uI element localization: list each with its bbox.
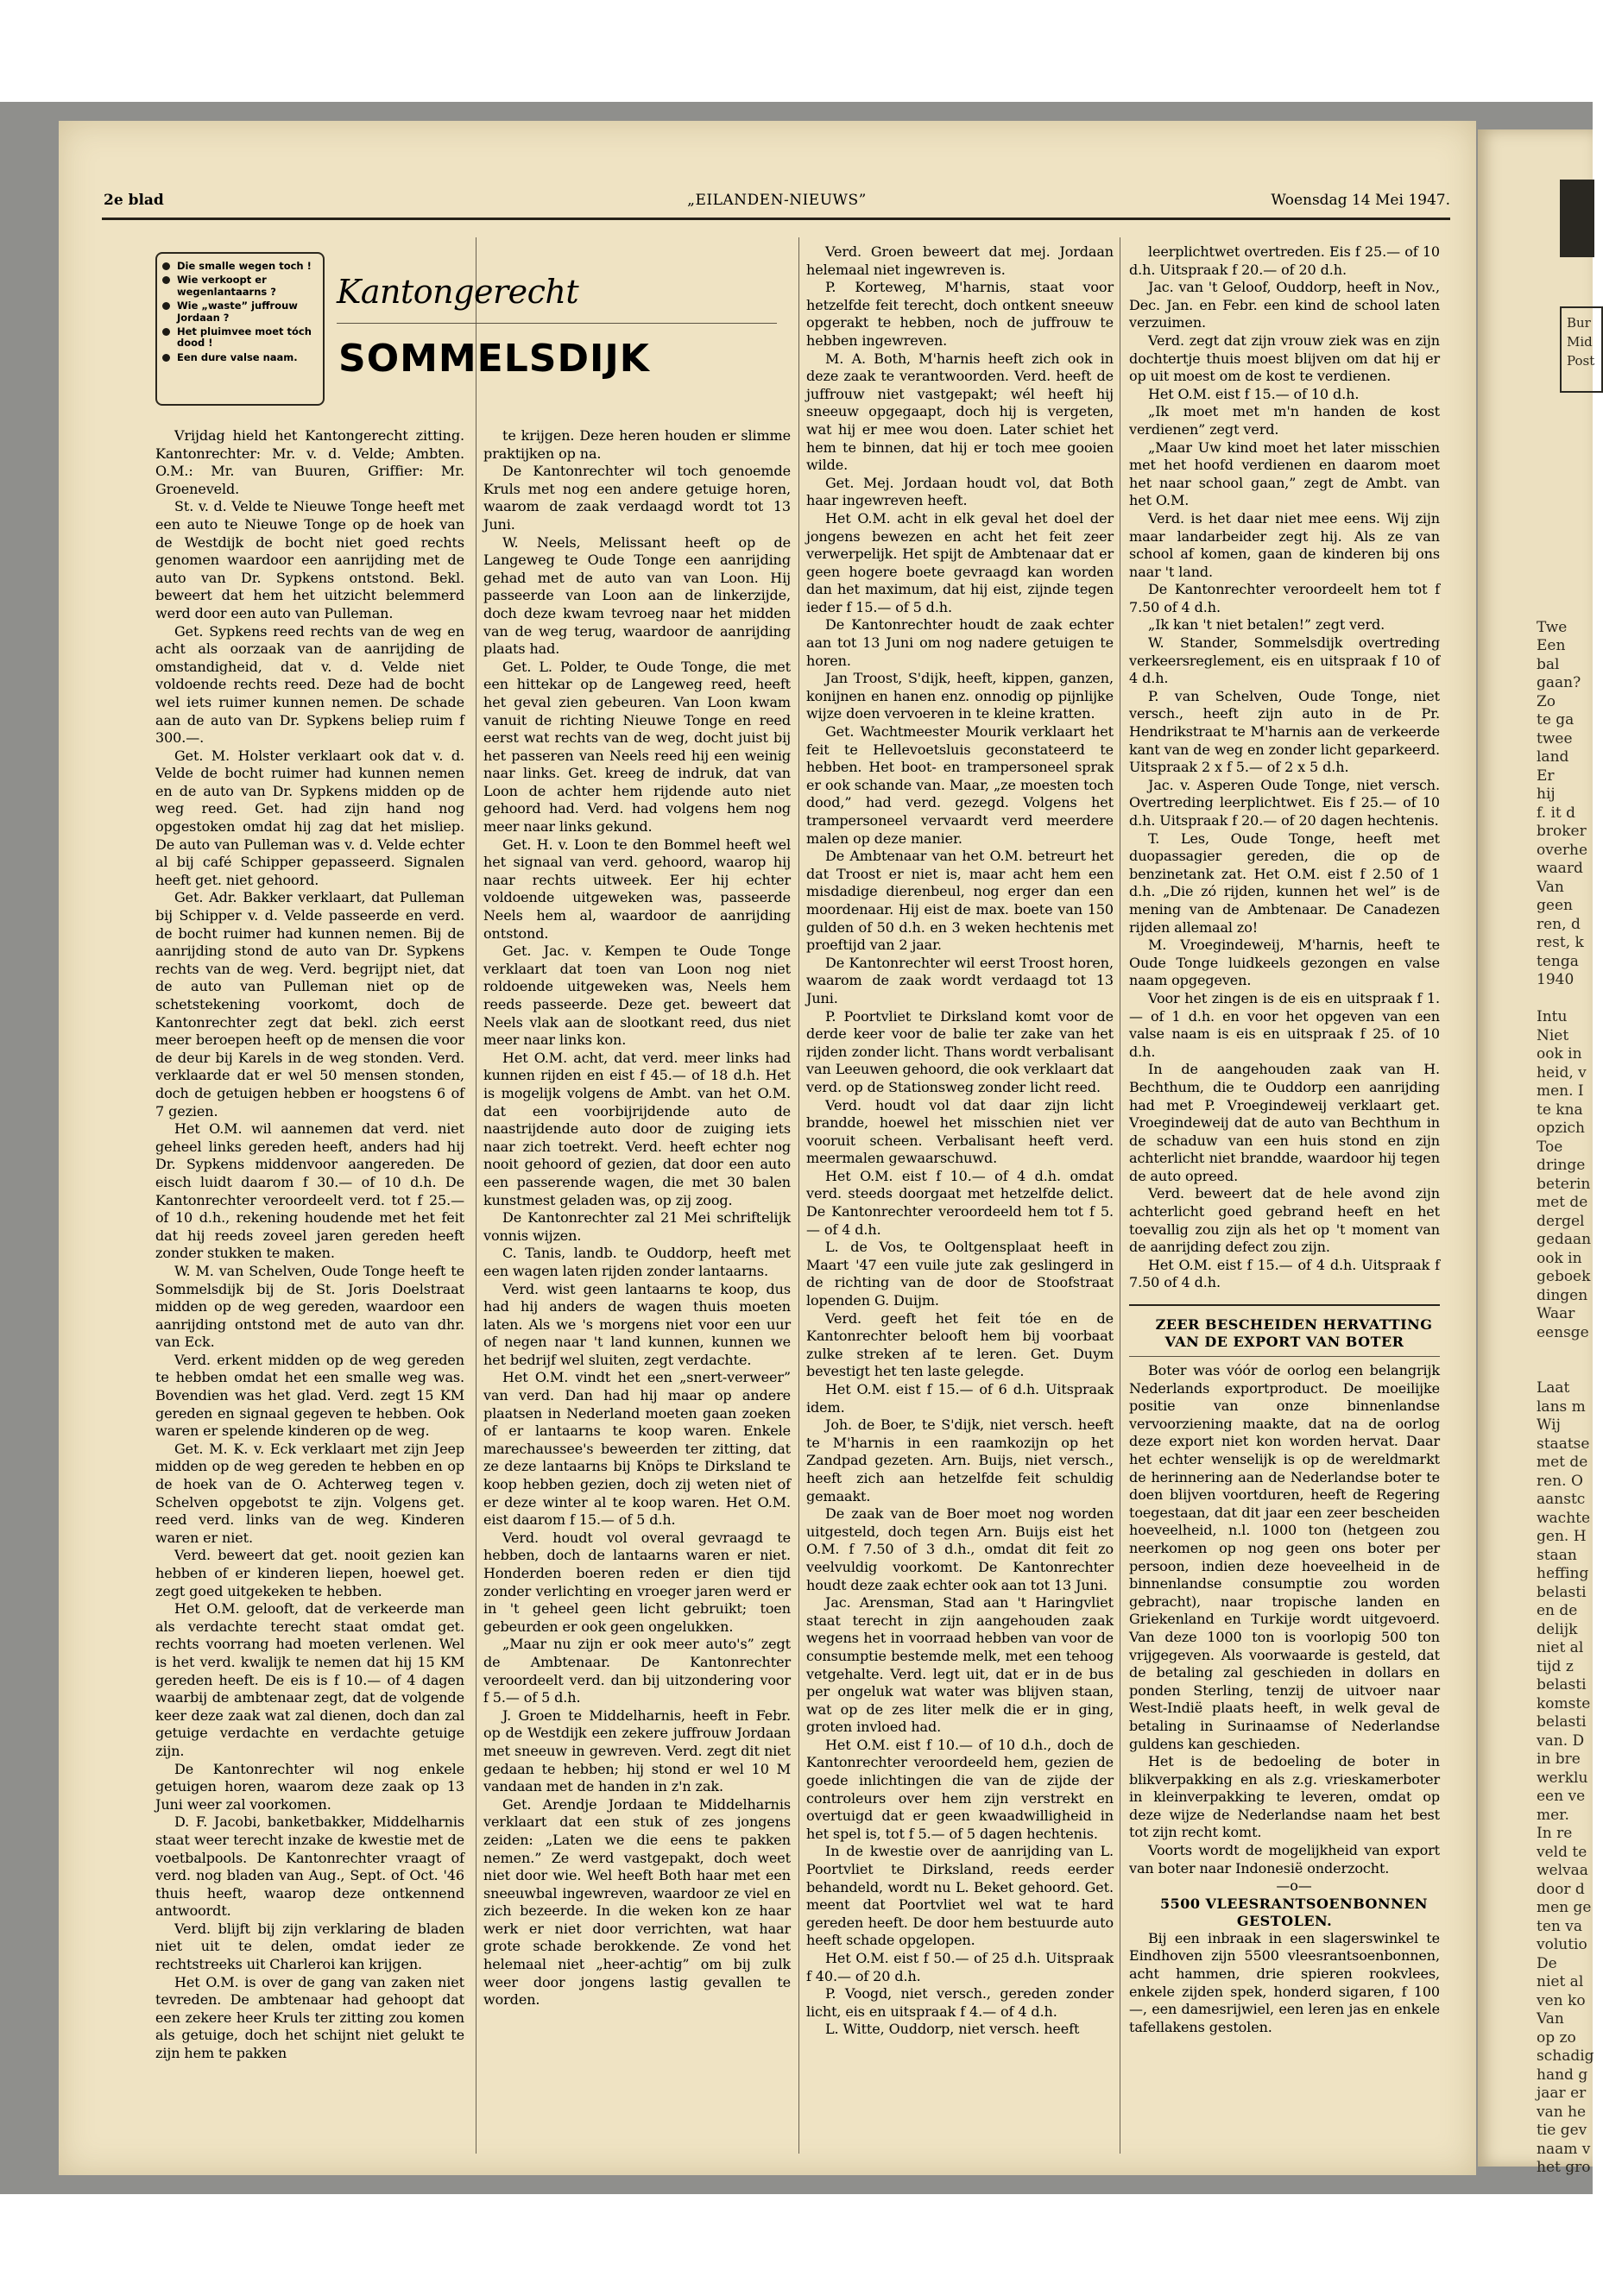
edge-line: beterin [1537, 1175, 1591, 1193]
edge-line: van. D [1537, 1731, 1585, 1750]
paragraph: Get. Adr. Bakker verklaart, dat Pulleman bij Schipper v. d. Velde passeerde en verd. de bocht ruimer had kunnen nemen. Bij de aanrijding stond de auto van Dr. Sypkens rechts van de weg. Verd. begrijpt niet, dat de auto van Pulleman niet op de schetstekening voorkomt, doch de Kantonrechter zegt dat bekl. zich eerst meer beroepen heeft op de mensen die voor de deur bij Karels in de weg stonden. Verd. verklaarde dat er wel 50 mensen stonden, doch de getuigen hebben er hoogstens 6 of 7 gezien. [155, 889, 464, 1120]
paragraph: Het O.M. eist f 15.— of 4 d.h. Uitspraak f 7.50 of 4 d.h. [1129, 1256, 1440, 1291]
bullet-icon [162, 302, 170, 310]
paragraph: Verd. beweert dat de hele avond zijn achterlicht goed gebrand heeft en het toevallig zou zijn als het op 't moment van de aanrijding defect zou zijn. [1129, 1185, 1440, 1256]
edge-line: volutio [1537, 1936, 1587, 1953]
paragraph: te krijgen. Deze heren houden er slimme praktijken op na. [483, 427, 791, 462]
paragraph: Verd. zegt dat zijn vrouw ziek was en zijn dochtertje thuis moest blijven om dat hij er op uit moest om de kost te verdienen. [1129, 331, 1440, 385]
paragraph: Get. Mej. Jordaan houdt vol, dat Both haar ingewreven heeft. [806, 474, 1114, 509]
paragraph: De Kantonrechter wil nog enkele getuigen horen, waarom deze zaak op 13 Juni weer zal voorkomen. [155, 1760, 464, 1813]
edge-line: jaar er [1537, 2085, 1587, 2102]
edge-line: ook in [1537, 1045, 1582, 1063]
paragraph: Verd. erkent midden op de weg gereden te hebben omdat het een smalle weg was. Bovendien was het glad. Verd. zegt 15 KM gereden en signaal gegeven te hebben. Ook waren er spelende kinderen op de weg. [155, 1351, 464, 1440]
edge-line: met de [1537, 1194, 1588, 1211]
edge-line: te ga [1537, 711, 1575, 729]
paragraph: Het O.M. is over de gang van zaken niet tevreden. De ambtenaar had gehoopt dat een zekere heer Kruls ter zitting zou komen als getuige, doch het schijnt niet gelukt te zijn hem te pakken [155, 1973, 464, 2062]
edge-line: welvaa [1537, 1862, 1588, 1879]
edge-line: ren, d [1537, 915, 1581, 933]
headline-rule [1129, 1356, 1440, 1357]
paragraph: Get. H. v. Loon te den Bommel heeft wel het signaal van verd. gehoord, waarop hij naar rechts uitweek. Eer hij echter voldoende uitgeweken was, passeerde Neels hem al, waardoor de aanrijding ontstond. [483, 836, 791, 942]
edge-line: tie gev [1537, 2122, 1587, 2139]
paragraph: Get. Arendje Jordaan te Middelharnis verklaart dat een stuk of zes jongens zeiden: „Laten we die eens te pakken nemen.” Ze werd vastgepakt, doch weet niet door wie. Wel heeft Both haar met een sneeuwbal ingewreven, waardoor ze viel en zich bezeerde. In die weken kon ze haar werk er niet door verrichten, wat haar grote schade berokkende. Ze vond het helemaal niet „heer-achtig” om bij zulk weer door jongens lastig gevallen te worden. [483, 1795, 791, 2009]
summary-item: Wie verkoopt er wegenlantaarns ? [162, 274, 318, 298]
edge-line: ook in [1537, 1249, 1582, 1267]
adjacent-page [1478, 129, 1595, 2176]
edge-line: belasti [1537, 1713, 1587, 1731]
edge-line: mer. [1537, 1806, 1569, 1824]
paragraph: Joh. de Boer, te S'dijk, niet versch. heeft te M'harnis in een raamkozijn op het Zandpad gezeten. Arn. Buijs, niet versch., heeft zich aan hetzelfde feit schuldig gemaakt. [806, 1416, 1114, 1504]
edge-line: Er [1537, 766, 1555, 785]
bullet-icon [162, 276, 170, 284]
paragraph: Het O.M. acht, dat verd. meer links had kunnen rijden en eist f 45.— of 18 d.h. Het is mogelijk volgens de Ambt. van het O.M. dat een voorbijrijdende auto de naastrijdende auto door de zuiging iets naar zich toetrekt. Verd. heeft echter nog nooit gehoord of gezien, dat door een auto een passerende wagen, die met 30 balen kunstmest geladen was, op zij zoog. [483, 1049, 791, 1208]
paragraph: De Kantonrechter houdt de zaak echter aan tot 13 Juni om nog nadere getuigen te horen. [806, 616, 1114, 669]
edge-line [1537, 1361, 1590, 1380]
court-continuation [1129, 243, 1440, 1292]
paragraph: Voorts wordt de mogelijkheid van export van boter naar Indonesië onderzocht. [1129, 1842, 1440, 1877]
paragraph: De Kantonrechter zal 21 Mei schriftelijk vonnis wijzen. [483, 1209, 791, 1244]
paragraph: Het O.M. gelooft, dat de verkeerde man als verdachte terecht staat omdat get. rechts voorrang had moeten verlenen. Wel is het verd. kwalijk te nemen dat hij 15 KM gereden heeft. De eis is f 10.— of 4 dagen waarbij de ambtenaar zegt, dat de volgende keer deze zaak wat zal dienen, doch dan zal getuige verdachte en verdachte getuige zijn. [155, 1600, 464, 1759]
edge-line: met de [1537, 1454, 1588, 1471]
edge-line: niet al [1537, 1973, 1584, 1990]
edge-line: Laat [1537, 1379, 1570, 1397]
paragraph: leerplichtwet overtreden. Eis f 25.— of 10 d.h. Uitspraak f 20.— of 20 d.h. [1129, 243, 1440, 278]
edge-line: door d [1537, 1880, 1585, 1898]
page-header [104, 192, 1450, 214]
paragraph: P. Voogd, niet versch., gereden zonder licht, eis en uitspraak f 4.— of 4 d.h. [806, 1985, 1114, 2020]
bonnen-article-body [1129, 1930, 1440, 2037]
edge-line: bal [1537, 655, 1560, 673]
paragraph: De Ambtenaar van het O.M. betreurt het dat Troost er niet is, maar acht hem een misdadige dierenbeul, nog erger dan een moordenaar. Hij eist de max. boete van 150 gulden of 50 d.h. en 3 weken hechtenis met proeftijd van 2 jaar. [806, 848, 1114, 954]
page-number: 2e blad [104, 192, 164, 209]
paragraph: Jan Troost, S'dijk, heeft, kippen, ganzen, konijnen en hanen enz. onnodig op pijnlijke wijze doen vervoeren in te kleine kratten. [806, 670, 1114, 722]
newspaper-name: „EILANDEN-NIEUWS” [687, 192, 867, 209]
paragraph: Verd. wist geen lantaarns te koop, dus had hij anders de wagen thuis moeten laten. Als we 's morgens niet voor een uur of negen naar 't land kunnen, kunnen we het bedrijf wel sluiten, zegt verdachte. [483, 1280, 791, 1368]
paragraph: Get. Sypkens reed rechts van de weg en acht als oorzaak van de aanrijding de omstandigheid, dat v. d. Velde niet voldoende rechts reed. Deze had de bocht wel iets ruimer kunnen nemen. De schade aan de auto van Dr. Sypkens beliep ruim f 300.—. [155, 622, 464, 747]
paragraph: Get. Jac. v. Kempen te Oude Tonge verklaart dat toen van Loon nog niet roldoende uitgeweken was, Neels hem reeds passeerde. Deze get. beweert dat Neels vlak aan de slootkant reed, dus niet meer naar links kon. [483, 943, 791, 1049]
edge-line: veld te [1537, 1843, 1587, 1861]
edge-line [1537, 563, 1590, 582]
paragraph: De Kantonrechter wil eerst Troost horen, waarom de zaak wordt verdaagd tot 13 Juni. [806, 954, 1114, 1006]
edge-line [1537, 489, 1590, 508]
edge-line: Een [1537, 637, 1566, 654]
adjacent-page-header-bar [1560, 180, 1594, 257]
edge-line: Toe [1537, 1138, 1563, 1156]
paragraph: J. Groen te Middelharnis, heeft in Febr. op de Westdijk een zekere juffrouw Jordaan met sneeuw in gewreven. Verd. zegt dit niet gedaan te hebben; hij stond er wel 10 M vandaan met de handen in z'n zak. [483, 1706, 791, 1795]
paragraph: Get. Wachtmeester Mourik verklaart het feit te Hellevoetsluis geconstateerd te hebben. Het boot- en trampersoneel sprak er ook schande van. Maar, „ze moesten toch dood,” had verd. gezegd. Volgens het trampersoneel vervaardt verd meerdere malen op deze manier. [806, 723, 1114, 847]
edge-line: dingen [1537, 1286, 1588, 1304]
paragraph: P. Korteweg, M'harnis, staat voor hetzelfde feit terecht, doch ontkent sneeuw opgerakt te hebben, noch de juffrouw te hebben ingewreven. [806, 279, 1114, 349]
edge-line: te kna [1537, 1101, 1583, 1119]
edge-line: het gro [1537, 2159, 1591, 2176]
edge-line: gaan? [1537, 674, 1581, 691]
paragraph: De Kantonrechter veroordeelt hem tot f 7.50 of 4 d.h. [1129, 581, 1440, 615]
paragraph: Verd. is het daar niet mee eens. Wij zijn maar landarbeider zegt hij. Als ze van school af komen, gaan de kinderen bij ons naar 't land. [1129, 509, 1440, 580]
bullet-icon [162, 262, 170, 270]
paragraph: Het O.M. eist f 15.— of 10 d.h. [1148, 385, 1360, 402]
paragraph: „Ik kan 't niet betalen!” zegt verd. [1148, 616, 1385, 634]
edge-line: In re [1537, 1825, 1573, 1842]
edge-line: wachte [1537, 1509, 1591, 1527]
edge-line: staan [1537, 1546, 1577, 1564]
paragraph: L. de Vos, te Ooltgensplaat heeft in Maart '47 een vuile jute zak geslingerd in de richting van de door de Stoofstraat lopenden G. Duijm. [806, 1239, 1114, 1309]
adjacent-page-text [1537, 414, 1594, 2178]
edge-line: Niet [1537, 1026, 1569, 1044]
edge-line: belasti [1537, 1583, 1587, 1601]
paragraph: T. Les, Oude Tonge, heeft met duopassagier gereden, die op de benzinetank zat. Het O.M. eist f 2.50 of 1 d.h. „Die zó rijden, kunnen het wel” is de mening van de Ambtenaar. De Canadezen rijden allemaal zo! [1129, 829, 1440, 936]
paragraph: Het O.M. wil aannemen dat verd. niet geheel links gereden heeft, anders had hij Dr. Sypkens middenvoor aangereden. De eisch luidt daarom f 30.— of 10 d.h. De Kantonrechter veroordeelt verd. tot f 25.— of 10 d.h., rekening houdende met het feit dat hij reeds zoveel jaren gereden heeft zonder stukken te maken. [155, 1120, 464, 1262]
paragraph: Verd. Groen beweert dat mej. Jordaan helemaal niet ingewreven is. [806, 243, 1114, 278]
paragraph: Verd. geeft het feit tóe en de Kantonrechter belooft hem bij voorbaat zulke streken af te leren. Get. Duym bevestigt het ten laste gelegde. [806, 1309, 1114, 1380]
bullet-icon [162, 328, 170, 336]
paragraph: C. Tanis, landb. te Ouddorp, heeft met een wagen laten rijden zonder lantaarns. [483, 1245, 791, 1279]
paragraph: P. van Schelven, Oude Tonge, niet versch., heeft zijn auto in de Pr. Hendrikstraat te M'harnis aan de verkeerde kant van de weg en zonder licht geparkeerd. Uitspraak 2 x f 5.— of 2 x 5 d.h. [1129, 687, 1440, 776]
box-line: Bur [1567, 315, 1591, 331]
edge-line: gen. H [1537, 1528, 1587, 1545]
edge-line: rest, k [1537, 934, 1584, 951]
edge-line: lans m [1537, 1397, 1586, 1416]
place-title: SOMMELSDIJK [338, 337, 650, 381]
paragraph: Het O.M. acht in elk geval het doel der jongens bewezen en acht het feit zeer verwerpelijk. Het spijt de Ambtenaar dat er geen hogere boete gevraagd kan worden dan het maximum, dat hij eist, zijnde tegen ieder f 15.— of 5 d.h. [806, 509, 1114, 615]
paragraph: L. Witte, Ouddorp, niet versch. heeft [825, 2021, 1080, 2038]
paragraph: D. F. Jacobi, banketbakker, Middelharnis staat weer terecht inzake de kwestie met de voetbalpools. De Kantonrechter vraagt of verd. nog bladen van Aug., Sept. of Oct. '46 thuis heeft, waarop deze ontkennend antwoordt. [155, 1813, 464, 1920]
edge-line: opzich [1537, 1120, 1585, 1137]
ornament: —o— [1276, 1877, 1312, 1895]
paragraph: Het O.M. eist f 50.— of 25 d.h. Uitspraak f 40.— of 20 d.h. [806, 1950, 1114, 1984]
edge-line: eensge [1537, 1323, 1589, 1341]
edge-line: Van [1537, 2010, 1564, 2028]
paragraph: St. v. d. Velde te Nieuwe Tonge heeft met een auto te Nieuwe Tonge op de hoek van de Westdijk de bocht niet goed rechts genomen waardoor een aanrijding met de auto van Dr. Sypkens ontstond. Bekl. beweert dat hem het uitzicht belemmerd werd door een auto van Pulleman. [155, 498, 464, 621]
paragraph: Verd. houdt vol dat daar zijn licht brandde, hoewel het misschien niet ver vooruit scheen. Verbalisant heeft verd. meermalen gewaarschuwd. [806, 1096, 1114, 1167]
paragraph: Het O.M. vindt het een „snert-verweer” van verd. Dan had hij maar op andere plaatsen in Nederland moeten gaan zoeken of er lantaarns te koop waren. Enkele marechaussee's beweerden ter zitting, dat ze deze lantaarns bij Knöps te Dirksland te koop hebben gezien, doch zij weten niet of er deze winter al te koop waren. Het O.M. eist daarom f 15.— of 5 d.h. [483, 1369, 791, 1529]
edge-line: De [1537, 1954, 1557, 1972]
edge-line: men ge [1537, 1899, 1592, 1916]
paragraph: Het O.M. eist f 10.— of 10 d.h., doch de Kantonrechter veroordeeld hem, gezien de goede inlichtingen die van de zijde der controleurs over hem zijn verstrekt en overtuigd dat er geen kwaadwilligheid in het spel is, tot f 5.— of 5 dagen hechtenis. [806, 1736, 1114, 1842]
summary-item: Wie „waste” juffrouw Jordaan ? [162, 300, 318, 324]
edge-line: geboek [1537, 1268, 1591, 1285]
edge-line [1537, 1342, 1590, 1361]
edge-line: Intu [1537, 1008, 1568, 1025]
article-column-4 [1129, 243, 1440, 2036]
paragraph: Get. M. Holster verklaart ook dat v. d. Velde de bocht ruimer had kunnen nemen en de auto van Dr. Sypkens midden op de weg reed. Get. had zijn hand nog opgestoken omdat hij zag dat het misliep. De auto van Pulleman was v. d. Velde echter al bij café Schipper gepasseerd. Signalen heeft get. niet gehoord. [155, 747, 464, 888]
edge-line: hij [1537, 785, 1556, 803]
paragraph: Jac. Arensman, Stad aan 't Haringvliet staat terecht in zijn aangehouden zaak wegens het in voorraad hebben van voor de consumptie bestemde melk, met een tehoog vetgehalte. Verd. legt uit, dat er in de bus per ongeluk wat water was blijven staan, wat op de zes liter melk die er in ging, groten invloed had. [806, 1594, 1114, 1736]
summary-box [155, 252, 325, 406]
edge-line: niet al [1537, 1639, 1584, 1656]
edge-line [1537, 414, 1590, 433]
box-line: Post [1567, 353, 1595, 369]
edge-line [1537, 451, 1590, 470]
paragraph: De zaak van de Boer moet nog worden uitgesteld, doch tegen Arn. Buijs eist het O.M. f 7.50 of 3 d.h., omdat dit feit zo veelvuldig voorkomt. De Kantonrechter houdt deze zaak echter ook aan tot 13 Juni. [806, 1505, 1114, 1593]
edge-line: gedaan [1537, 1231, 1592, 1248]
column-divider [798, 237, 799, 2154]
paragraph: M. A. Both, M'harnis heeft zich ook in deze zaak te verantwoorden. Verd. heeft de juffrouw niet vastgepakt; wél heeft hij sneeuw opgegaapt, doch hij is vergeten, wat hij er mee wou doen. Later schiet het hem te binnen, dat hij er toch mee gooien wilde. [806, 350, 1114, 474]
edge-line: ren. O [1537, 1472, 1583, 1490]
box-line: Mid [1567, 334, 1593, 350]
paragraph: M. Vroegindeweij, M'harnis, heeft te Oude Tonge luidkeels gezongen en valse naam opgegeven. [1129, 937, 1440, 989]
edge-line: waard [1537, 860, 1583, 877]
paragraph: In de aangehouden zaak van H. Bechthum, die te Ouddorp een aanrijding had met P. Vroegindeweij verklaart get. Vroegindeweij dat de auto van Bechthum in de schaduw van een huis stond en zijn achterlicht niet brandde, waardoor hij tegen de auto opreed. [1129, 1061, 1440, 1184]
paragraph: Verd. blijft bij zijn verklaring de bladen niet uit te delen, omdat ieder ze rechtstreeks uit Charleroi kan krijgen. [155, 1920, 464, 1973]
bonnen-headline: 5500 VLEESRANTSOENBONNEN GESTOLEN. [1159, 1895, 1429, 1929]
paragraph: Bij een inbraak in een slagerswinkel te Eindhoven zijn 5500 vleesrantsoenbonnen, acht hammen, drie spieren rookvlees, enkele zijden spek, honderd sigaren, f 100—, een damesrijwiel, een leren jas en enkele tafellakens gestolen. [1129, 1929, 1440, 2035]
edge-line: land [1537, 748, 1569, 766]
edge-line: Twe [1537, 618, 1568, 636]
paragraph: Vrijdag hield het Kantongerecht zitting. Kantonrechter: Mr. v. d. Velde; Ambten. O.M.: Mr. van Buuren, Griffier: Mr. Groeneveld. [155, 427, 464, 497]
edge-line: belasti [1537, 1676, 1587, 1694]
edge-line: overhe [1537, 841, 1588, 859]
paragraph: W. M. van Schelven, Oude Tonge heeft te Sommelsdijk bij de St. Joris Doelstraat midden op de weg gereden, waardoor een aanrijding ontstond met de auto van dhr. van Eck. [155, 1262, 464, 1351]
paragraph: „Maar Uw kind moet het later misschien met het hoofd verdienen en daarom moet het naar school gaan,” zegt de Ambt. van het O.M. [1129, 438, 1440, 509]
edge-line: in bre [1537, 1750, 1581, 1768]
paragraph: Het is de bedoeling de boter in blikverpakking en als z.g. vrieskamerboter in kleinverpakking te leveren, omdat op deze wijze de Nederlandse naam het best tot zijn recht komt. [1129, 1753, 1440, 1841]
edge-line: aanstc [1537, 1491, 1586, 1508]
edge-line: komste [1537, 1694, 1591, 1713]
article-column-3 [806, 243, 1114, 2039]
edge-line: geen [1537, 897, 1573, 914]
bullet-icon [162, 354, 170, 362]
article-column-1 [155, 427, 464, 2063]
edge-line: heffing [1537, 1565, 1589, 1582]
edge-line: naam v [1537, 2140, 1591, 2158]
edge-line: broker [1537, 823, 1587, 840]
edge-line: men. I [1537, 1082, 1584, 1100]
edge-line: werklu [1537, 1769, 1588, 1787]
paragraph: Verd. houdt vol overal gevraagd te hebben, doch de lantaarns waren er niet. Honderden boeren reden er dien tijd zonder verlichting en vroeger jaren werd er in 't geheel geen licht gebruikt; toen gebeurden er ook geen ongelukken. [483, 1529, 791, 1635]
edge-line: Wij [1537, 1416, 1561, 1434]
paragraph: P. Poortvliet te Dirksland komt voor de derde keer voor de balie ter zake van het rijden zonder licht. Thans wordt verbalisant van Leeuwen gehoord, die ook verklaart dat verd. op de Stationsweg zonder licht reed. [806, 1007, 1114, 1095]
edge-line: tijd z [1537, 1657, 1574, 1675]
edge-line: op zo [1537, 2028, 1576, 2047]
paragraph: Boter was vóór de oorlog een belangrijk Nederlands exportproduct. De moeilijke positie van onze binnenlandse vervoorziening maakte, dat na de oorlog deze export niet kon worden hervat. Daar het echter wenselijk is op de wereldmarkt de herinnering aan de Nederlandse boter te doen blijven voortduren, heeft de Regering toegestaan, dat dit jaar een zeer bescheiden hoeveelheid, n.l. 1000 ton (hetgeen zou neerkomen op nog geen ons boter per persoon, indien deze hoeveelheid in de binnenlandse consumptie zou worden gebracht), naar tropische landen en Griekenland en Turkije wordt uitgevoerd. Van deze 1000 ton is voorlopig 500 ton vrijgegeven. Als voorwaarde is gesteld, dat de betaling zal geschieden in dollars en ponden Sterling, tenzij de uitvoer naar West-Indië plaats heeft, in welk geval de betaling in Surinaamse of Nederlandse guldens kan geschieden. [1129, 1362, 1440, 1752]
summary-item: Die smalle wegen toch ! [162, 261, 318, 272]
edge-line [1537, 545, 1590, 564]
paragraph: „Maar nu zijn er ook meer auto's” zegt de Ambtenaar. De Kantonrechter veroordeelt verd. dan bij uitzondering voor f 5.— of 5 d.h. [483, 1636, 791, 1706]
paragraph: Jac. van 't Geloof, Ouddorp, heeft in Nov., Dec. Jan. en Febr. een kind de school laten verzuimen. [1129, 279, 1440, 331]
paragraph: Jac. v. Asperen Oude Tonge, niet versch. Overtreding leerplichtwet. Eis f 25.— of 10 d.h. Uitspraak f 20.— of 20 dagen hechtenis. [1129, 776, 1440, 829]
paragraph: Verd. beweert dat get. nooit gezien kan hebben of er kinderen liepen, hoewel get. zegt goed uitgekeken te hebben. [155, 1547, 464, 1599]
edge-line: Zo [1537, 692, 1556, 710]
edge-line: staatse [1537, 1435, 1590, 1453]
article-separator [1129, 1304, 1440, 1306]
edge-line [1537, 990, 1590, 1009]
adjacent-page-box [1560, 306, 1603, 393]
edge-line: schadig [1537, 2047, 1594, 2065]
edge-line: ven ko [1537, 1991, 1586, 2009]
paragraph: Voor het zingen is de eis en uitspraak f 1.— of 1 d.h. en voor het opgeven van een valse naam is eis en uitspraak f 25. of 10 d.h. [1129, 989, 1440, 1060]
paragraph: W. Stander, Sommelsdijk overtreding verkeersreglement, eis en uitspraak f 10 of 4 d.h. [1129, 634, 1440, 687]
paragraph: Get. L. Polder, te Oude Tonge, die met een hittekar op de Langeweg reed, heeft het geval zien gebeuren. Van Loon kwam vanuit de richting Nieuwe Tonge en reed eerst wat rechts van de weg, docht juist bij het passeren van Neels reed hij een weinig naar links. Get. kreeg de indruk, dat van Loon de achter hem rijdende auto niet gehoord had. Verd. had volgens hem nog meer naar links gekund. [483, 658, 791, 836]
edge-line [1537, 470, 1590, 489]
edge-line: en de [1537, 1602, 1578, 1619]
paragraph: W. Neels, Melissant heeft op de Langeweg te Oude Tonge een aanrijding gehad met de auto van van Loon. Hij passeerde van Loon aan de linkerzijde, doch deze kwam tevroeg naar het midden van de weg terug, waardoor de aanrijding plaats had. [483, 533, 791, 658]
export-headline: ZEER BESCHEIDEN HERVATTING VAN DE EXPORT VAN BOTER [1155, 1316, 1433, 1351]
edge-line: f. it d [1537, 804, 1576, 822]
edge-line [1537, 526, 1590, 545]
summary-item: Het pluimvee moet tóch dood ! [162, 326, 318, 350]
section-title-rule [337, 323, 777, 324]
paragraph: Get. M. K. v. Eck verklaart met zijn Jeep midden op de weg gereden te hebben en op de hoek van de O. Achterweg tegen v. Schelven opgebotst te zijn. Volgens get. reed verd. links van de weg. Kinderen waren er niet. [155, 1440, 464, 1546]
edge-line: heid, v [1537, 1063, 1587, 1082]
article-column-2 [483, 427, 791, 2009]
edge-line: van he [1537, 2103, 1587, 2121]
paragraph: Het O.M. eist f 15.— of 6 d.h. Uitspraak idem. [806, 1381, 1114, 1416]
edge-line [1537, 433, 1590, 452]
edge-line: dergel [1537, 1212, 1585, 1230]
edge-line: Waar [1537, 1305, 1575, 1322]
edge-line: ten va [1537, 1917, 1582, 1935]
edge-line: tenga [1537, 952, 1579, 970]
edge-line: hand g [1537, 2066, 1588, 2084]
paragraph: „Ik moet met m'n handen de kost verdienen” zegt verd. [1129, 403, 1440, 438]
edge-line [1537, 508, 1590, 527]
section-title: Kantongerecht [337, 273, 579, 311]
export-article-body [1129, 1362, 1440, 1877]
paragraph: Het O.M. eist f 10.— of 4 d.h. omdat verd. steeds doorgaat met hetzelfde delict. De Kantonrechter veroordeeld hem tot f 5.— of 4 d.h. [806, 1167, 1114, 1238]
paragraph: De Kantonrechter wil toch genoemde Kruls met nog een andere getuige horen, waarom de zaak verdaagd wordt tot 13 Juni. [483, 463, 791, 533]
header-rule [102, 218, 1450, 220]
edge-line: delijk [1537, 1620, 1578, 1638]
edge-line: dringe [1537, 1157, 1586, 1174]
edge-line [1537, 600, 1590, 619]
edge-line: Van [1537, 878, 1564, 896]
edge-line [1537, 582, 1590, 601]
issue-date: Woensdag 14 Mei 1947. [1271, 192, 1450, 209]
edge-line: twee [1537, 729, 1573, 747]
paragraph: In de kwestie over de aanrijding van L. Poortvliet te Dirksland, reeds eerder behandeld, wordt nu L. Beket gehoord. Get. meent dat Poortvliet wel wat te hard gereden heeft. De door hem bestuurde auto heeft schade opgelopen. [806, 1843, 1114, 1949]
summary-item: Een dure valse naam. [162, 352, 318, 363]
edge-line: 1940 [1537, 971, 1575, 988]
edge-line: een ve [1537, 1788, 1586, 1805]
